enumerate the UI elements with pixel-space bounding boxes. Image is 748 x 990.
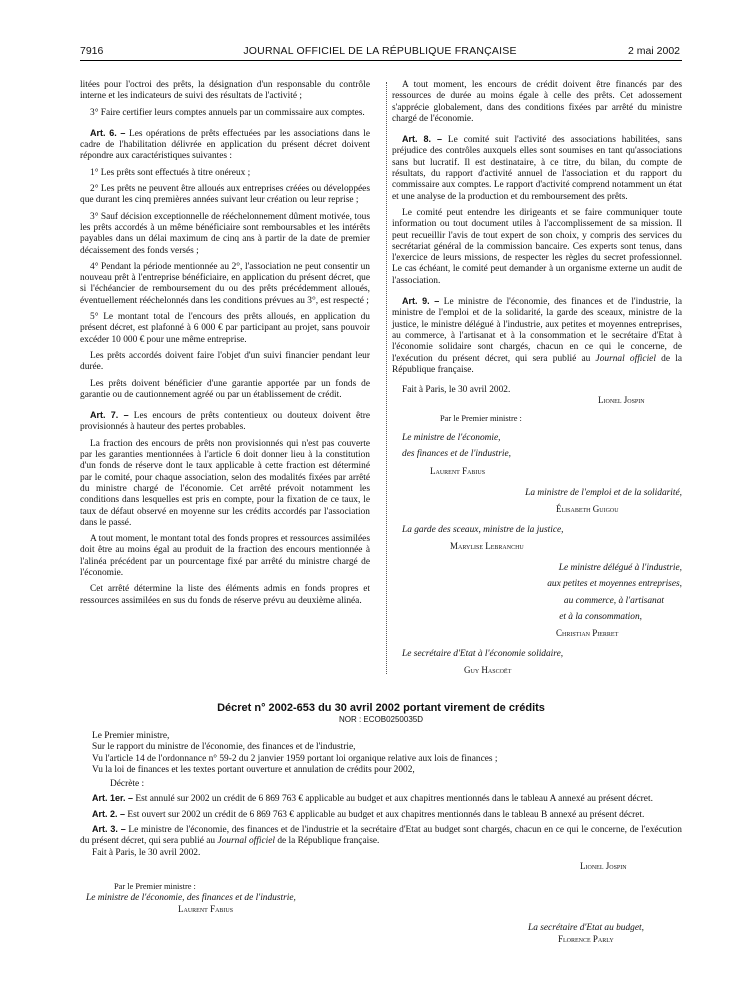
- signature-intro: Par le Premier ministre :: [114, 882, 196, 892]
- signature-block: La garde des sceaux, ministre de la justice, Marylise Lebranchu: [402, 524, 564, 551]
- paragraph: Le comité peut entendre les dirigeants et se faire communiquer toute information ou tout document utiles à l'accomplissement de sa mission. Il peut recueillir l'avis de tout expert de son choix, y compris des services du secrétariat général de la commission bancaire. Ces experts sont tenus, dans l'exercice de leurs missions, de respecter les règles du secret professionnel. Le cas échéant, le comité peut demander à un organisme externe un audit de l'association.: [392, 207, 682, 286]
- signatory-name: Élisabeth Guigou: [556, 504, 619, 515]
- signatory-name: Lionel Jospin: [598, 395, 645, 406]
- signature-block: Le ministre de l'économie, des finances et de l'industrie, Laurent Fabius: [402, 433, 512, 476]
- paragraph: Vu la loi de finances et les textes portant ouverture et annulation de crédits pour 2002,: [92, 764, 415, 775]
- signatory-name: Marylise Lebranchu: [450, 540, 524, 551]
- article-label: Art. 2. –: [92, 808, 126, 819]
- signatory-name: Guy Hascoët: [464, 664, 512, 675]
- list-item: 2° Les prêts ne peuvent être alloués aux entreprises créées ou développées que durant les cinq premières années suivant leur création ou leur reprise ;: [80, 184, 370, 206]
- article-6: Art. 6. – Les opérations de prêts effectuées par les associations dans le cadre de l'habilitation délivrée en application du présent décret doivent répondre aux caractéristiques suivantes :: [80, 127, 370, 162]
- header-rule: [80, 60, 682, 61]
- column-divider: [386, 82, 387, 674]
- paragraph: A tout moment, les encours de crédit doivent être financés par des ressources de durée au moins égale à celle des prêts. Cet adossement s'apprécie globalement, dans des conditions fixées par arrêté du ministre chargé de l'économie.: [392, 80, 682, 124]
- signature-block: Le ministre délégué à l'industrie, aux petites et moyennes entreprises, au commerce, à l'artisanat et à la consommation, Christian Pierret: [547, 563, 682, 639]
- article-7: Art. 7. – Les encours de prêts contentieux ou douteux doivent être provisionnés à hauteur des pertes probables.: [80, 410, 371, 433]
- signatory-name: Laurent Fabius: [430, 465, 486, 476]
- list-item: 1° Les prêts sont effectués à titre onéreux ;: [90, 167, 251, 178]
- paragraph: 3° Faire certifier leurs comptes annuels par un commissaire aux comptes.: [90, 107, 365, 118]
- signature-date: Fait à Paris, le 30 avril 2002.: [402, 385, 511, 396]
- signatory-title: La secrétaire d'Etat au budget,: [528, 923, 644, 934]
- paragraph: Le Premier ministre,: [92, 731, 170, 741]
- article-2: Art. 2. – Est ouvert sur 2002 un crédit de 6 869 763 € applicable au budget et aux chapitres mentionnés dans le tableau B annexé au présent décret.: [92, 808, 645, 820]
- list-item: 4° Pendant la période mentionnée au 2°, l'association ne peut consentir un nouveau prêt à l'entreprise bénéficiaire, en application du présent décret, que si l'échéancier de remboursement du ou des prêts précédemment alloués, éventuellement rééchelonnés dans les conditions prévues au 3°, est respecté ;: [80, 261, 370, 306]
- paragraph: Vu l'article 14 de l'ordonnance n° 59-2 du 2 janvier 1959 portant loi organique relative aux lois de finances ;: [92, 753, 498, 764]
- paragraph: La fraction des encours de prêts non provisionnés qui n'est pas couverte par les garanties mentionnées à l'article 6 doit donner lieu à la constitution d'un fonds de réserve dont le taux applicable à cette fraction est déterminé par le comité, pour chaque association, selon des modalités fixées par arrêté du ministre chargé de l'économie. Cet arrêté prévoit notamment les conditions dans lesquelles est pris en compte, pour la fixation de ce taux, le taux de défaut observé en moyenne sur les crédits accordés par l'association dans le passé.: [80, 438, 370, 528]
- journal-title: JOURNAL OFFICIEL DE LA RÉPUBLIQUE FRANÇAISE: [243, 45, 517, 57]
- article-label: Art. 8. –: [402, 134, 443, 145]
- issue-date: 2 mai 2002: [628, 45, 680, 57]
- article-label: Art. 9. –: [402, 296, 440, 307]
- article-label: Art. 1er. –: [92, 793, 134, 804]
- signatory-name: Christian Pierret: [556, 628, 619, 639]
- article-9: Art. 9. – Le ministre de l'économie, des finances et de l'industrie, la ministre de l'emploi et de la solidarité, la garde des sceaux, ministre de la justice, le ministre délégué à l'industrie, aux petites et moyennes entreprises, au commerce, à l'artisanat et à la consommation et le secrétaire d'Etat à l'économie solidaire sont chargés, chacun en ce qui le concerne, de l'exécution du présent décret, qui sera publié au Journal officiel de la République française.: [392, 296, 683, 375]
- list-item: 5° Le montant total de l'encours des prêts alloués, en application du présent décret, est plafonné à 6 000 € par participant au projet, sans pouvoir excéder 10 000 € pour une même entreprise.: [80, 312, 370, 345]
- article-3: Art. 3. – Le ministre de l'économie, des finances et de l'industrie et la secrétaire d'Etat au budget sont chargés, chacun en ce qui le concerne, de l'exécution du présent décret, qui sera publié au Journal officiel de la République française.: [80, 824, 682, 847]
- paragraph: litées pour l'octroi des prêts, la désignation d'un responsable du contrôle interne et les indicateurs de suivi des résultats de l'activité ;: [80, 80, 370, 102]
- paragraph: Les prêts accordés doivent faire l'objet d'un suivi financier pendant leur durée.: [80, 350, 370, 373]
- signatory-name: Laurent Fabius: [178, 903, 234, 914]
- decree-body: [80, 731, 682, 947]
- page-header: [80, 45, 680, 59]
- paragraph: A tout moment, le montant total des fonds propres et ressources assimilées doit être au moins égal au produit de la fraction des encours mentionnée à l'alinéa précédent par un pourcentage fixé par arrêté du ministre chargé de l'économie.: [80, 534, 370, 578]
- article-label: Art. 6. –: [90, 127, 126, 138]
- article-label: Art. 3. –: [92, 824, 126, 835]
- signature-intro: Par le Premier ministre :: [440, 413, 522, 423]
- article-1: Art. 1er. – Est annulé sur 2002 un crédit de 6 869 763 € applicable au budget et aux chapitres mentionnés dans le tableau A annexé au présent décret.: [92, 793, 653, 805]
- paragraph: Les prêts doivent bénéficier d'une garantie apportée par un fonds de garantie ou de cautionnement agréé ou par un établissement de crédit.: [80, 378, 370, 400]
- paragraph: Sur le rapport du ministre de l'économie, des finances et de l'industrie,: [92, 742, 356, 753]
- article-8: Art. 8. – Le comité suit l'activité des associations habilitées, sans préjudice des contrôles auxquels elles sont soumises en tant qu'associations sans but lucratif. Il est destinataire, à ce titre, du bilan, du compte de résultats, du rapport d'activité annuel de l'association et du rapport du commissaire aux comptes. Le rapport d'activité comprend notamment un état et une analyse de la production et du remboursement des prêts.: [392, 134, 683, 202]
- paragraph: Cet arrêté détermine la liste des éléments admis en fonds propres et ressources assimilées en sus du fonds de réserve prévu au deuxième alinéa.: [80, 584, 370, 606]
- signature-block: Le secrétaire d'Etat à l'économie solidaire, Guy Hascoët: [402, 648, 564, 675]
- signatory-name: Lionel Jospin: [580, 860, 627, 871]
- signatory-name: Florence Parly: [558, 934, 614, 945]
- left-column: [80, 80, 370, 612]
- list-item: 3° Sauf décision exceptionnelle de rééchelonnement dûment motivée, tous les prêts accordés à un même bénéficiaire sont remboursables et les intérêts payables dans un délai maximum de cinq ans à partir de la date de premier décaissement des fonds versés ;: [80, 211, 370, 256]
- nor-reference: NOR : ECOB0250035D: [338, 715, 424, 724]
- decrete: Décrète :: [110, 779, 145, 790]
- signature-block: La ministre de l'emploi et de la solidarité, Élisabeth Guigou: [525, 487, 682, 515]
- signature-date: Fait à Paris, le 30 avril 2002.: [92, 847, 201, 858]
- signatory-title: Le ministre de l'économie, des finances et de l'industrie,: [86, 892, 296, 903]
- right-column: [392, 80, 682, 682]
- page-number: 7916: [80, 45, 104, 57]
- article-label: Art. 7. –: [90, 410, 129, 421]
- decree-title: Décret n° 2002-653 du 30 avril 2002 portant virement de crédits: [217, 702, 545, 714]
